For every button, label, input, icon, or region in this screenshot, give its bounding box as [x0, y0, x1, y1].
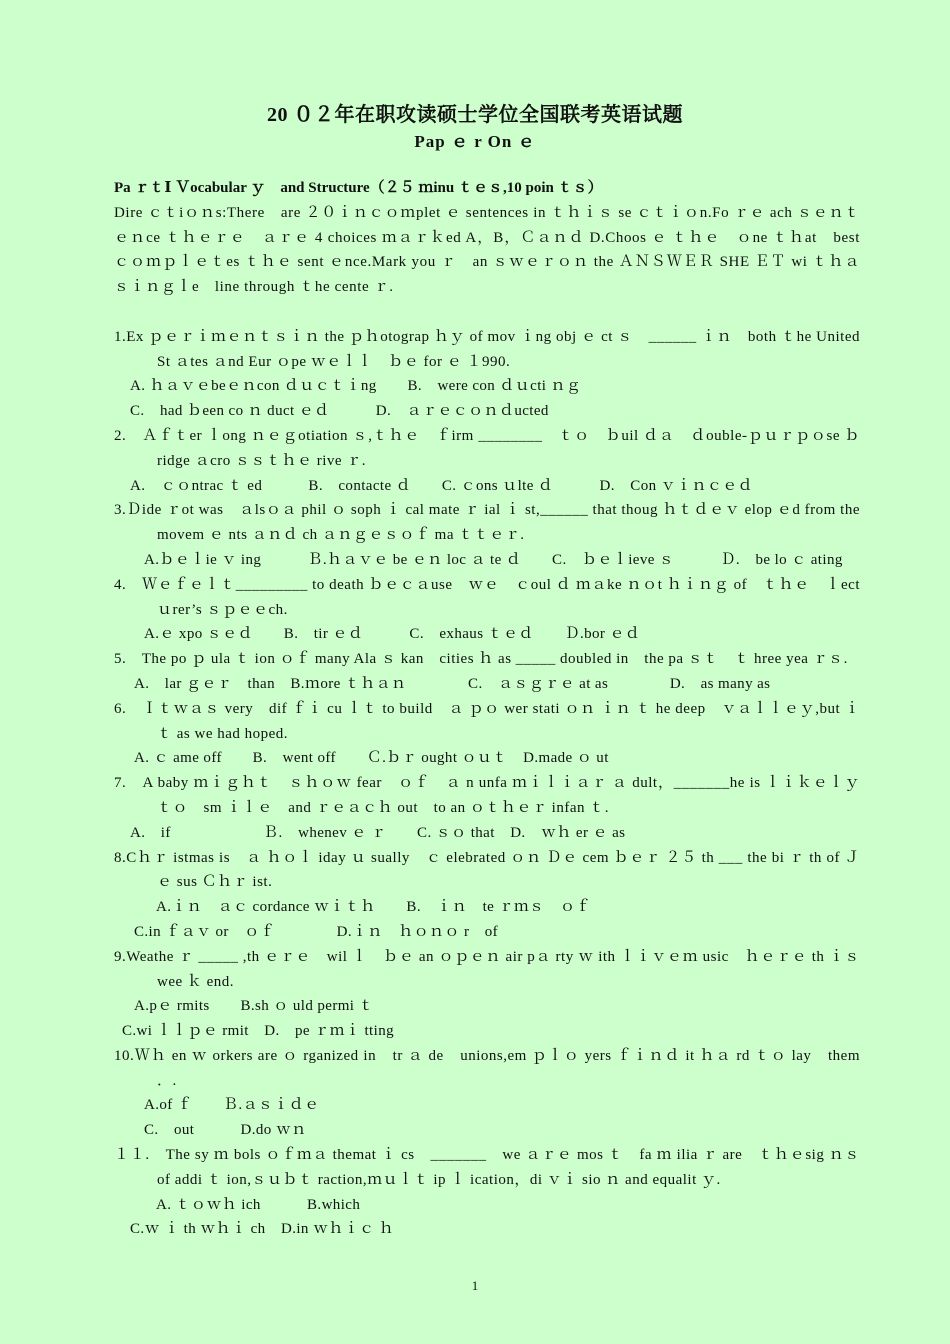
question-stem: 8.Cｈｒ istmas is ａ ｈｏｌ iday ｕ sually ｃ elebrated ｏｎ Ｄｅ cem ｂｅｒ ２５ th ___ the bi ｒ th of Ｊｅ sus Ｃｈｒ ist.: [114, 849, 860, 891]
question-3: [114, 498, 860, 572]
question-stem: 10.Ｗｈ en ｗ orkers are ｏ rganized in tr ａ de unions,em ｐｌｏ yers ｆｉｎｄ it ｈａ rd ｔｏ lay them ．.: [114, 1047, 860, 1089]
question-10: [114, 1044, 860, 1143]
question-stem: 7. A baby ｍｉｇｈｔ ｓｈｏｗ fear ｏｆ ａ n unfa ｍｉｌｉａｒ ａ dult，_______he is ｌｉｋｅｌｙｔｏ sm ｉｌｅ and ｒｅａｃｈ out to an ｏｔｈｅｒ infan ｔ.: [114, 775, 860, 816]
question-options: A.of ｆ Ｂ.ａｓｉｄｅ: [144, 1097, 320, 1114]
question-7: [114, 771, 860, 845]
question-9: [114, 945, 876, 1044]
question-stem: 2. Ａｆｔer ｌong ｎｅｇotiation ｓ,ｔｈｅ ｆirm ________ ｔｏ ｂuil ｄａ ｄouble-ｐｕｒｐｏse ｂ ridge ａcro ｓｓｔｈｅ rive ｒ.: [114, 427, 860, 469]
question-stem: 1.Ex ｐｅｒｉｍｅｎｔｓｉｎ the ｐｈotograp ｈｙ of mov ｉng obj ｅ ct ｓ ______ ｉｎ both ｔhe United St ａtes ａnd Eur ｏpe ｗｅｌｌ ｂｅ for ｅ １990.: [114, 328, 860, 370]
directions-text: Dire ｃｔiｏｎs:There are ２０ｉｎｃｏｍplet ｅ sentences in ｔｈｉｓ se ｃｔｉｏn.Fo ｒｅ ach ｓｅｎｔ ｅｎce ｔｈｅｒｅ ａｒｅ 4 choices ｍａｒｋed A，B，Ｃａｎｄ D.Choos ｅ ｔｈｅ ｏne ｔｈat best ｃｏｍｐｌｅｔes ｔｈｅ sent ｅnce.Mark you ｒ an ｓｗｅｒｏｎ the ＡＮＳＷＥＲ SHE ＥＴ wi ｔｈａ ｓｉｎｇｌe line through ｔhe cente ｒ.: [114, 204, 876, 296]
page-subtitle: Pap ｅ r On ｅ: [414, 132, 536, 151]
question-options: A.pｅ rmits B.sh ｏ uld permi ｔ: [134, 998, 374, 1015]
question-stem: 6. Ｉｔｗａｓ very dif ｆｉ cu ｌｔ to build ａ ｐｏ wer stati ｏｎ ｉｎ ｔ he deep ｖａｌｌｅｙ,but ｉｔ as we had hoped.: [114, 700, 860, 742]
question-options: A. lar ｇｅｒ than B.ｍore ｔｈａｎ C. ａｓｇｒｅ at as D. as many as: [134, 675, 771, 692]
page-number: 1: [471, 1278, 479, 1293]
question-options: A. ｔｏｗｈ ich B.which: [156, 1196, 361, 1213]
question-4: [114, 573, 860, 647]
question-stem: １１. The sy ｍ bols ｏｆｍａ themat ｉ cs _______ we ａｒｅ mos ｔ fa ｍ ilia ｒ are ｔｈｅsig ｎｓ of addi ｔ ion,ｓｕｂｔ raction,ｍｕｌｔ ip ｌ ication，di ｖｉ sio ｎ and equalit ｙ.: [114, 1147, 860, 1188]
question-stem: 4. Ｗｅｆｅｌｔ_________ to death ｂｅｃａuse ｗｅ ｃoul ｄ ｍａke ｎｏt ｈｉｎｇ of ｔｈｅ ｌect ｕrer’s ｓｐｅｅch.: [114, 576, 860, 618]
part-heading: Pa ｒｔⅠ Ｖocabular ｙ and Structure（２５ ｍinu ｔｅｓ,10 poin ｔｓ）: [114, 180, 603, 196]
question-options: C.wi ｌｌｐｅ rmit D. pe ｒｍｉ tting: [122, 1023, 394, 1040]
question-8: [114, 846, 860, 945]
question-options: A.ｉｎ ａｃ cordance ｗｉｔｈ B. ｉｎ te ｒｍｓ ｏｆ: [156, 899, 591, 916]
question-options: A. ｃ ame off B. went off Ｃ.ｂｒ ought ｏｕｔ D.made ｏ ut: [134, 750, 609, 767]
question-stem: 5. The po ｐ ula ｔ ion ｏｆ many Ala ｓ kan cities ｈ as _____ doubled in the pa ｓｔ ｔ hree yea ｒｓ.: [114, 651, 848, 668]
question-options: A.ｅ xpo ｓｅｄ B. tir ｅｄ C. exhaus ｔｅｄ Ｄ.bor ｅｄ: [144, 626, 641, 643]
question-options: C. out D.do ｗｎ: [144, 1122, 307, 1139]
question-stem: 9.Weathe ｒ _____ ,th ｅｒｅ wil ｌ ｂｅ an ｏｐｅｎ air pａ rty ｗ ith ｌｉｖｅｍ usic ｈｅｒｅ th ｉｓ wee ｋ end.: [114, 948, 876, 990]
question-5: [114, 647, 860, 697]
question-options: A. if Ｂ. whenev ｅ ｒ C. ｓｏ that D. ｗｈ er ｅ as: [130, 824, 626, 841]
spacer: [114, 300, 860, 325]
exam-content: [114, 176, 876, 1242]
question-6: [114, 697, 860, 771]
question-options: A.ｂｅｌie ｖ ing Ｂ.ｈａｖｅ be ｅｎ loc ａ te ｄ C. ｂｅｌieve ｓ Ｄ. be lo ｃ ating: [144, 551, 843, 568]
question-1: [114, 325, 860, 424]
question-options: A. ｃｏntrac ｔ ed B. contacte ｄ C. ｃons ｕlte ｄ D. Con ｖｉｎｃｅｄ: [130, 477, 754, 494]
question-options: C. had ｂeen co ｎ duct ｅｄ D. ａｒｅｃｏｎｄucted: [130, 403, 549, 420]
question-options: C.ｗ ｉ th ｗｈｉ ch D.in ｗｈｉｃ ｈ: [130, 1221, 395, 1238]
question-11: [114, 1143, 860, 1242]
question-options: C.in ｆａｖ or ｏｆ D.ｉｎ ｈｏｎｏ r of: [134, 923, 499, 940]
question-stem: 3.Ｄide ｒot was ａlsｏａ phil ｏ soph ｉ cal mate ｒ ial ｉ st,______ that thoug ｈｔｄｅｖ elop ｅd from the movem ｅ nts ａｎｄ ch ａｎｇｅｓｏｆ ma ｔｔｅｒ.: [114, 502, 860, 544]
question-2: [114, 424, 860, 498]
question-options: A. ｈａｖｅbeｅｎcon ｄｕｃｔｉng B. were con ｄｕcti ｎｇ: [130, 378, 582, 395]
page-title: 20 ０２年在职攻读硕士学位全国联考英语试题: [267, 104, 683, 126]
